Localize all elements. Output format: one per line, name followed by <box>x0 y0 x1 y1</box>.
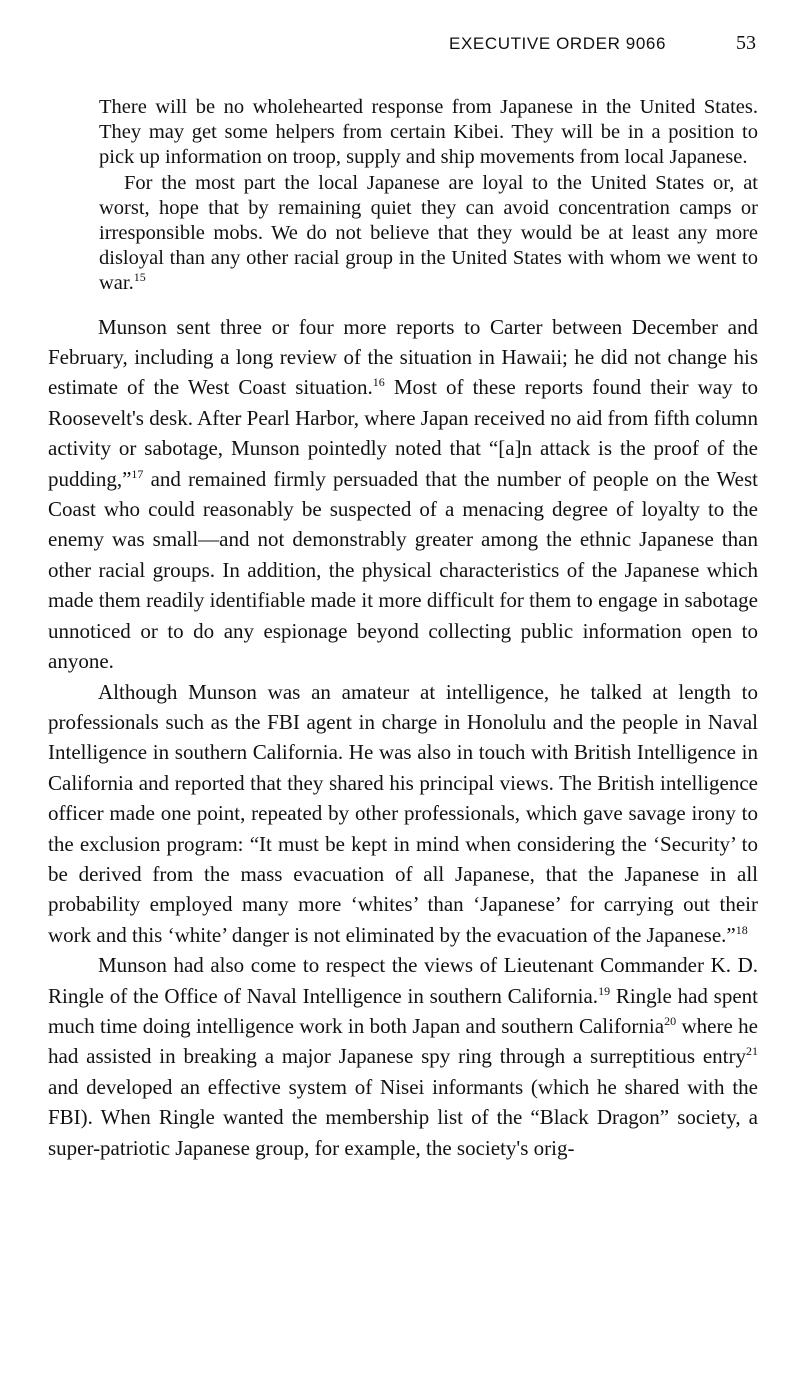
block-quote <box>99 95 758 297</box>
footnote-ref-21: 21 <box>746 1044 758 1059</box>
body-paragraph-1 <box>48 312 758 677</box>
body-paragraph-2 <box>48 677 758 951</box>
page-body <box>48 95 758 1163</box>
body-p3-text-1: Munson had also come to respect the views of Lieutenant Commander K. D. Ringle of the Office of Naval Intelligence in southern California. <box>48 953 758 1008</box>
quote-text-2: For the most part the local Japanese are loyal to the United States or, at worst, hope that by remaining quiet they can avoid concentration camps or irresponsible mobs. We do not believe that they would be at least any more disloyal than any other racial group in the United States with whom we went to war. <box>99 171 758 295</box>
page-number: 53 <box>736 32 756 54</box>
running-head: EXECUTIVE ORDER 9066 <box>449 34 667 53</box>
body-p3-text-2: Ringle had spent much time doing intelligence work in both Japan and southern California <box>48 983 758 1038</box>
body-p3-text-4: and developed an effective system of Nisei informants (which he shared with the FBI). When Ringle wanted the membership list of the “Black Dragon” society, a super-patriotic Japanese group, for example, the society's orig- <box>48 1074 758 1160</box>
body-p3-text-3: where he had assisted in breaking a major Japanese spy ring through a surreptitious entry <box>48 1013 758 1069</box>
page-header <box>0 32 800 62</box>
body-p1-text-2: Most of these reports found their way to Roosevelt's desk. After Pearl Harbor, where Japan received no aid from fifth column activity or sabotage, Munson pointedly noted that “[a]n attack is the proof of the pudding,” <box>48 375 758 491</box>
body-p1-text-1: Munson sent three or four more reports to Carter between December and February, including a long review of the situation in Hawaii; he did not change his estimate of the West Coast situation. <box>48 314 758 400</box>
body-paragraph-3 <box>48 950 758 1163</box>
footnote-ref-19: 19 <box>598 983 611 998</box>
footnote-ref-20: 20 <box>664 1013 677 1028</box>
footnote-ref-18: 18 <box>735 922 748 937</box>
footnote-ref-16: 16 <box>372 375 385 390</box>
quote-text-1: There will be no wholehearted response from Japanese in the United States. They may get some helpers from certain Kibei. They will be in a position to pick up information on troop, supply and ship movements from local Japanese. <box>99 96 758 169</box>
body-p2-text-1: Although Munson was an amateur at intelligence, he talked at length to professionals such as the FBI agent in charge in Honolulu and the people in Naval Intelligence in southern California. He was also in touch with British Intelligence in California and reported that they shared his principal views. The British intelligence officer made one point, repeated by other professionals, which gave savage irony to the exclusion program: “It must be kept in mind when considering the ‘Security’ to be derived from the mass evacuation of all Japanese, that the Japanese in all probability employed many more ‘whites’ than ‘Japanese’ for carrying out their work and this ‘white’ danger is not eliminated by the evacuation of the Japanese.” <box>48 679 758 947</box>
footnote-ref-15: 15 <box>133 270 146 285</box>
quote-paragraph-1 <box>99 95 758 171</box>
quote-paragraph-2 <box>99 171 758 297</box>
body-p1-text-3: and remained firmly persuaded that the number of people on the West Coast who could reasonably be suspected of a menacing degree of loyalty to the enemy was small—and not demonstrably greater among the ethnic Japanese than other racial groups. In addition, the physical characteristics of the Japanese which made them readily identifiable made it more difficult for them to engage in sabotage unnoticed or to do any espionage beyond collecting public information open to anyone. <box>48 466 758 674</box>
body-text <box>48 312 758 1163</box>
footnote-ref-17: 17 <box>131 466 144 481</box>
